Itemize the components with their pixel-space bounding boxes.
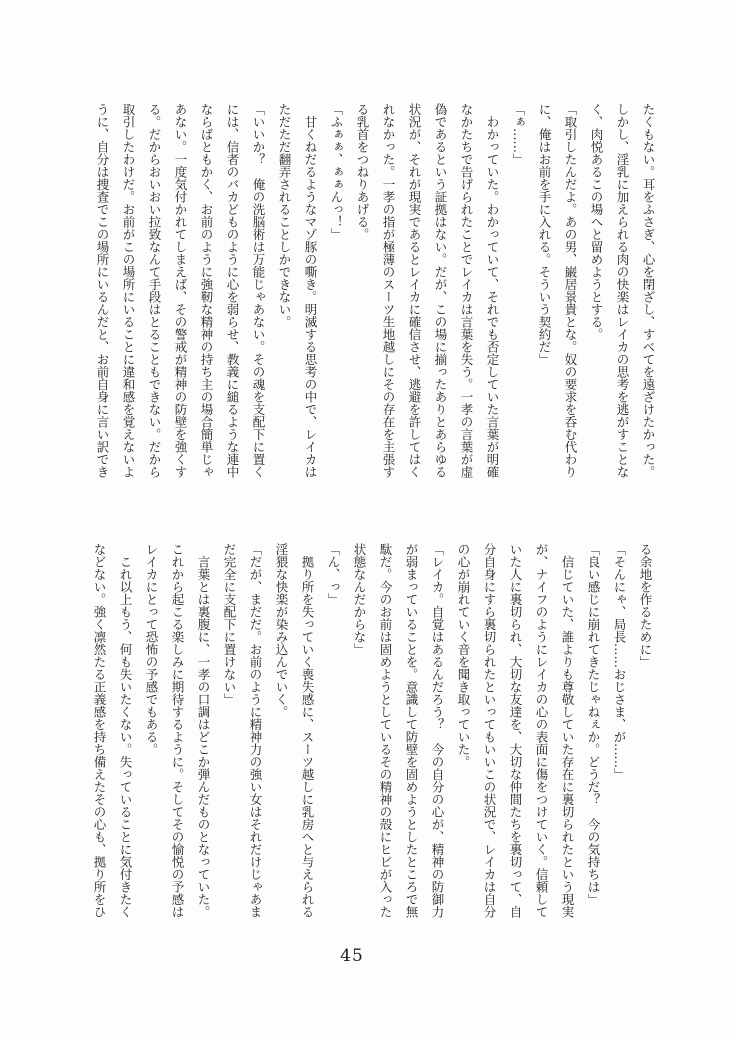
text-column: 「レイカ。自覚はあるんだろう？ 今の自分の心が、精神の防御力 (430, 543, 445, 918)
text-column: これ以上もう、何も失いたくない。失っていることに気付きたく (118, 543, 133, 918)
text-column: 「ぁ……」 (511, 103, 526, 166)
text-column: 「ん、っ」 (326, 543, 341, 606)
text-column: 偽であるという証拠はない。だが、この場に揃ったありとあらゆる (433, 103, 448, 478)
text-column: 「良い感じに崩れてきたじゃねぇか。どうだ？ 今の気持ちは」 (586, 543, 601, 906)
text-column: だ完全に支配下に置けない」 (222, 543, 237, 706)
text-column: 駄だ。今のお前は固めようとしているその精神の殻にヒビが入った (378, 543, 393, 918)
text-column: る乳首をつねりあげる。 (355, 103, 370, 241)
lower-text-block (86, 543, 658, 927)
text-column: れなかった。一孝の指が極薄のスーツ生地越しにその存在を主張す (381, 103, 396, 478)
page-number: 45 (340, 946, 364, 966)
text-column: る。だからおいおい拉致なんて手段はとることもできない。だから (147, 103, 162, 478)
text-column: これから起こる楽しみに期待するように。そしてその愉悦の予感は (170, 543, 185, 918)
text-column: 淫猥な快楽が染み込んでいく。 (274, 543, 289, 718)
text-column: の心が崩れていく音を聞き取っていた。 (456, 543, 471, 768)
text-column: が、ナイフのようにレイカの心の表面に傷をつけていく。信頼して (534, 543, 549, 918)
text-column: 「そんにゃ、局長……おじさま、が……」 (612, 543, 627, 781)
text-column: 「いいか？ 俺の洗脳術は万能じゃあない。その魂を支配下に置く (251, 103, 266, 478)
text-column: などない。強く凛然たる正義感を持ち備えたその心も、拠り所をひ (92, 543, 107, 918)
text-column: く、肉悦あるこの場へと留めようとする。 (589, 103, 604, 341)
text-column: レイカにとって恐怖の予感でもある。 (144, 543, 159, 756)
text-column: わかっていた。わかっていて、それでも否定していた言葉が明確 (485, 103, 500, 478)
text-column: うに、自分は捜査でこの場所にいるんだと、お前自身に言い訳でき (95, 103, 110, 478)
text-column: が弱まっていることを。意識して防壁を固めようとしたところで無 (404, 543, 419, 918)
text-column: 分自身にすら裏切られたといってもいいこの状況で、レイカは自分 (482, 543, 497, 918)
text-column: いた人に裏切られ、大切な友達を、大切な仲間たちを裏切って、自 (508, 543, 523, 918)
text-column: 信じていた、誰よりも尊敬していた存在に裏切られたという現実 (560, 543, 575, 918)
text-column: たくもない。耳をふさぎ、心を閉ざし、すべてを遠ざけたかった。 (641, 103, 656, 478)
text-column: 「だが、まだだ。お前のように精神力の強い女はそれだけじゃあま (248, 543, 263, 918)
text-column: 状況が、それが現実であるとレイカに確信させ、逃避を許してはく (407, 103, 422, 478)
text-column: 状態なんだからな」 (352, 543, 367, 656)
text-column: ただただ翻弄されることしかできない。 (277, 103, 292, 328)
text-column: あない。一度気付かれてしまえば、その警戒が精神の防壁を強くす (173, 103, 188, 478)
text-column: には、信者のバカどものように心を弱らせ、教義に縋るような連中 (225, 103, 240, 478)
text-column: ならばともかく、お前のように強靭な精神の持ち主の場合簡単じゃ (199, 103, 214, 478)
text-column: しかし、淫乳に加えられる肉の快楽はレイカの思考を逃がすことな (615, 103, 630, 478)
text-column: なかたちで告げられたことでレイカは言葉を失う。一孝の言葉が虚 (459, 103, 474, 478)
text-column: に、俺はお前を手に入れる。そういう契約だ」 (537, 103, 552, 366)
text-column: 言葉とは裏腹に、一孝の口調はどこか弾んだものとなっていた。 (196, 543, 211, 918)
text-column: 「取引したんだよ。あの男、巌居景貴とな。奴の要求を呑む代わり (563, 103, 578, 478)
text-column: 「ふぁぁ、ぁぁんっ！」 (329, 103, 344, 241)
text-column: 拠り所を失っていく喪失感に、スーツ越しに乳房へと与えられる (300, 543, 315, 918)
text-column: 取引したわけだ。お前がこの場所にいることに違和感を覚えないよ (121, 103, 136, 478)
upper-text-block (89, 103, 661, 487)
text-column: 甘くねだるようなマゾ豚の嘶き。明滅する思考の中で、レイカは (303, 103, 318, 478)
text-column: る余地を作るために」 (638, 543, 653, 668)
